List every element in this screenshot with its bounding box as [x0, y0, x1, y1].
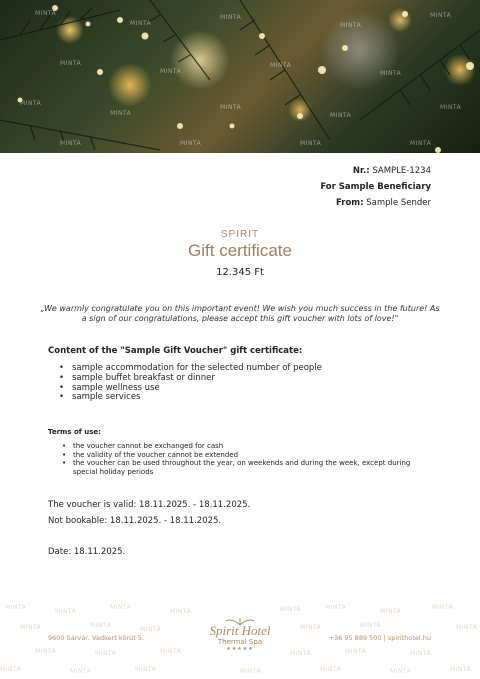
watermark: MINTA	[170, 608, 192, 615]
watermark: MINTA	[160, 648, 182, 655]
watermark: MINTA	[160, 68, 182, 75]
voucher-number-label: Nr.:	[352, 166, 370, 176]
sender	[336, 198, 431, 208]
watermark: MINTA	[70, 668, 92, 675]
sender-value: Sample Sender	[366, 198, 431, 208]
star-rating-icon: ★★★★★	[226, 646, 254, 652]
list-item: • sample accommodation for the selected number of people	[72, 364, 322, 374]
voucher-number	[353, 166, 431, 176]
watermark: MINTA	[130, 20, 152, 27]
hero-image-christmas-tree	[0, 0, 480, 153]
list-item: • the validity of the voucher cannot be extended	[73, 451, 433, 460]
watermark: MINTA	[60, 60, 82, 67]
watermark: MINTA	[430, 12, 452, 19]
hotel-logo	[200, 614, 280, 662]
watermark: MINTA	[450, 666, 472, 673]
watermark: MINTA	[110, 604, 132, 611]
content-list	[72, 364, 322, 403]
watermark: MINTA	[35, 10, 57, 17]
sender-label: From:	[336, 198, 364, 208]
watermark: MINTA	[410, 650, 432, 657]
list-item: • the voucher can be used throughout the year, on weekends and during the week, except during special holiday periods	[73, 459, 433, 476]
beneficiary	[320, 182, 431, 192]
logo-main-text: Spirit Hotel	[209, 623, 271, 638]
beneficiary-text: For Sample Beneficiary	[320, 182, 431, 192]
certificate-title: Gift certificate	[188, 241, 292, 260]
watermark: MINTA	[55, 608, 77, 615]
pine-branches-illustration	[0, 0, 480, 153]
list-item: • sample wellness use	[72, 384, 322, 394]
voucher-number-value: SAMPLE-1234	[372, 166, 431, 176]
watermark: MINTA	[140, 626, 162, 633]
watermark: MINTA	[0, 666, 22, 673]
watermark: MINTA	[110, 110, 132, 117]
watermark: MINTA	[270, 62, 292, 69]
watermark: MINTA	[320, 666, 342, 673]
terms-list	[73, 442, 433, 476]
watermark: MINTA	[330, 112, 352, 119]
watermark: MINTA	[90, 622, 112, 629]
watermark: MINTA	[135, 666, 157, 673]
watermark: MINTA	[360, 622, 382, 629]
watermark: MINTA	[340, 22, 362, 29]
hotel-contact: +36 95 889 500 | spirithotel.hu	[328, 634, 431, 642]
watermark: MINTA	[290, 650, 312, 657]
watermark: MINTA	[60, 140, 82, 147]
watermark: MINTA	[95, 650, 117, 657]
watermark: MINTA	[380, 70, 402, 77]
watermark: MINTA	[20, 624, 42, 631]
watermark: MINTA	[325, 604, 347, 611]
watermark: MINTA	[20, 100, 42, 107]
watermark: MINTA	[180, 140, 202, 147]
watermark: MINTA	[390, 668, 412, 675]
watermark: MINTA	[300, 140, 322, 147]
watermark: MINTA	[35, 648, 57, 655]
hotel-address: 9600 Sárvár, Vadkert körút 5.	[48, 634, 145, 642]
list-item: • sample buffet breakfast or dinner	[72, 374, 322, 384]
watermark: MINTA	[410, 140, 432, 147]
watermark: MINTA	[220, 104, 242, 111]
list-item: • the voucher cannot be exchanged for cash	[73, 442, 433, 451]
watermark: MINTA	[5, 604, 27, 611]
terms-heading: Terms of use:	[48, 428, 101, 436]
watermark: MINTA	[220, 14, 242, 21]
watermark: MINTA	[380, 608, 402, 615]
logo-sub-text: Thermal Spa	[217, 638, 263, 646]
validity-period: The voucher is valid: 18.11.2025. - 18.11.2025.	[48, 500, 251, 510]
certificate-amount: 12.345 Ft	[216, 267, 264, 278]
watermark: MINTA	[300, 624, 322, 631]
not-bookable-period: Not bookable: 18.11.2025. - 18.11.2025.	[48, 516, 222, 526]
watermark: MINTA	[280, 606, 302, 613]
watermark: MINTA	[456, 624, 478, 631]
list-item: • sample services	[72, 393, 322, 403]
issue-date: Date: 18.11.2025.	[48, 547, 126, 557]
watermark: MINTA	[345, 648, 367, 655]
congratulation-quote: „We warmly congratulate you on this important event! We wish you much success in the future! As a sign of our congratulations, please accept this gift voucher with lots of love!"	[40, 304, 440, 323]
watermark: MINTA	[440, 104, 462, 111]
brand-name: SPIRIT	[220, 229, 260, 240]
watermark: MINTA	[240, 668, 262, 675]
leaf-icon	[225, 616, 255, 626]
watermark: MINTA	[432, 604, 454, 611]
content-heading: Content of the "Sample Gift Voucher" gift certificate:	[48, 346, 303, 356]
